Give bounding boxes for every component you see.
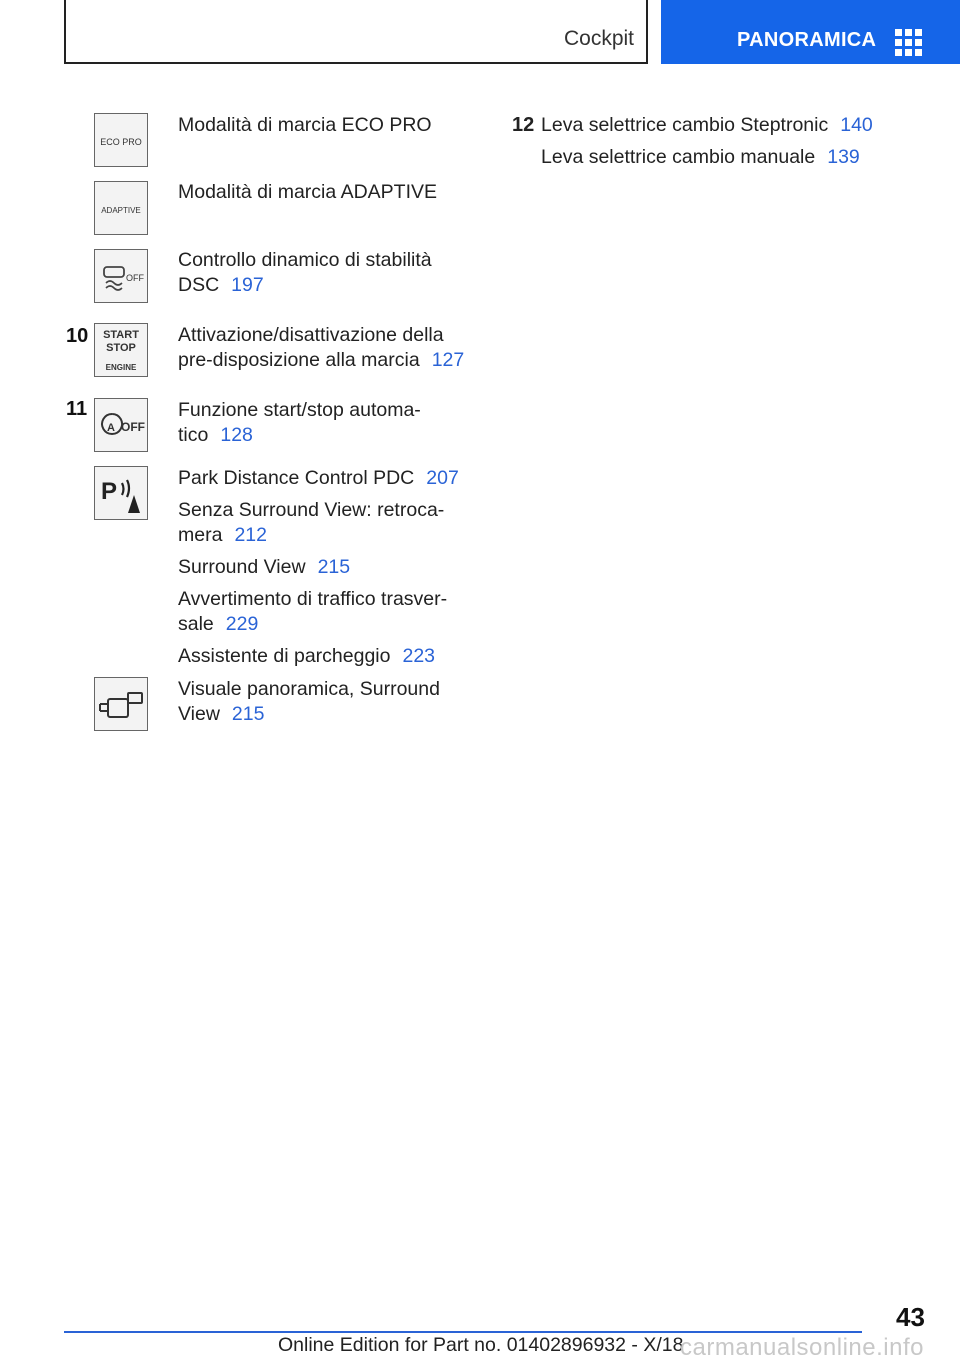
entry-text: Funzione start/stop automa-tico: [178, 399, 421, 446]
svg-text:STOP: STOP: [106, 342, 136, 354]
entry-text: Senza Surround View: retroca-mera: [178, 499, 445, 546]
entry-text: Park Distance Control PDC: [178, 467, 415, 489]
page-ref-link[interactable]: 215: [317, 556, 351, 578]
page-ref-link[interactable]: 197: [231, 274, 264, 296]
page-ref-link[interactable]: 215: [231, 703, 265, 725]
svg-text:ADAPTIVE: ADAPTIVE: [101, 206, 141, 215]
page-ref-link[interactable]: 223: [402, 645, 436, 667]
entry-text: Controllo dinamico di stabilità DSC: [178, 249, 432, 296]
svg-text:ENGINE: ENGINE: [105, 363, 137, 372]
svg-text:ECO PRO: ECO PRO: [100, 137, 142, 147]
page-ref-link[interactable]: 229: [225, 613, 259, 635]
svg-text:START: START: [103, 329, 139, 341]
surround-view-button-icon: [94, 677, 148, 731]
entry-text: Avvertimento di traffico trasver-sale: [178, 588, 448, 635]
section-title: Cockpit: [563, 27, 634, 50]
svg-text:OFF: OFF: [121, 420, 145, 434]
page-ref-link[interactable]: 139: [827, 146, 860, 168]
page-ref-link[interactable]: 207: [426, 467, 459, 489]
svg-text:A: A: [107, 422, 115, 434]
auto-start-stop-off-button-icon: [94, 398, 148, 452]
watermark: carmanualsonline.info: [680, 1334, 924, 1361]
entry-text: Visuale panoramica, Surround View: [178, 678, 440, 725]
park-distance-control-button-icon: [94, 466, 148, 520]
section-header: [64, 0, 648, 64]
page-ref-link[interactable]: 128: [220, 424, 253, 446]
item-number: 10: [66, 325, 89, 347]
entry-text: Leva selettrice cambio Steptronic: [541, 114, 829, 136]
grid-icon: [895, 29, 923, 57]
svg-text:OFF: OFF: [126, 273, 144, 283]
dsc-off-button-icon: [94, 249, 148, 303]
panoramica-tab[interactable]: [661, 0, 960, 64]
entry-text: Surround View: [178, 556, 306, 578]
svg-text:P: P: [100, 478, 118, 505]
item-number: 12: [512, 114, 535, 136]
eco-pro-button-icon: [94, 113, 148, 167]
footer-divider: [64, 1331, 862, 1333]
entry-text: Modalità di marcia ECO PRO: [178, 114, 432, 136]
page-ref-link[interactable]: 127: [431, 349, 465, 371]
entry-text: Assistente di parcheggio: [178, 645, 391, 667]
page-ref-link[interactable]: 140: [840, 114, 873, 136]
page-number: 43: [896, 1302, 925, 1332]
adaptive-button-icon: [94, 181, 148, 235]
entry-text: Leva selettrice cambio manuale: [541, 146, 816, 168]
entry-text: Attivazione/disattivazione della pre-disposizione alla marcia: [178, 324, 444, 371]
edition-text: Online Edition for Part no. 01402896932 - X/18: [278, 1334, 684, 1356]
item-number: 11: [66, 398, 88, 420]
entry-text: Modalità di marcia ADAPTIVE: [178, 181, 438, 203]
page-ref-link[interactable]: 212: [234, 524, 267, 546]
start-stop-engine-button-icon: [94, 323, 148, 377]
panoramica-tab-label: PANORAMICA: [737, 29, 877, 51]
